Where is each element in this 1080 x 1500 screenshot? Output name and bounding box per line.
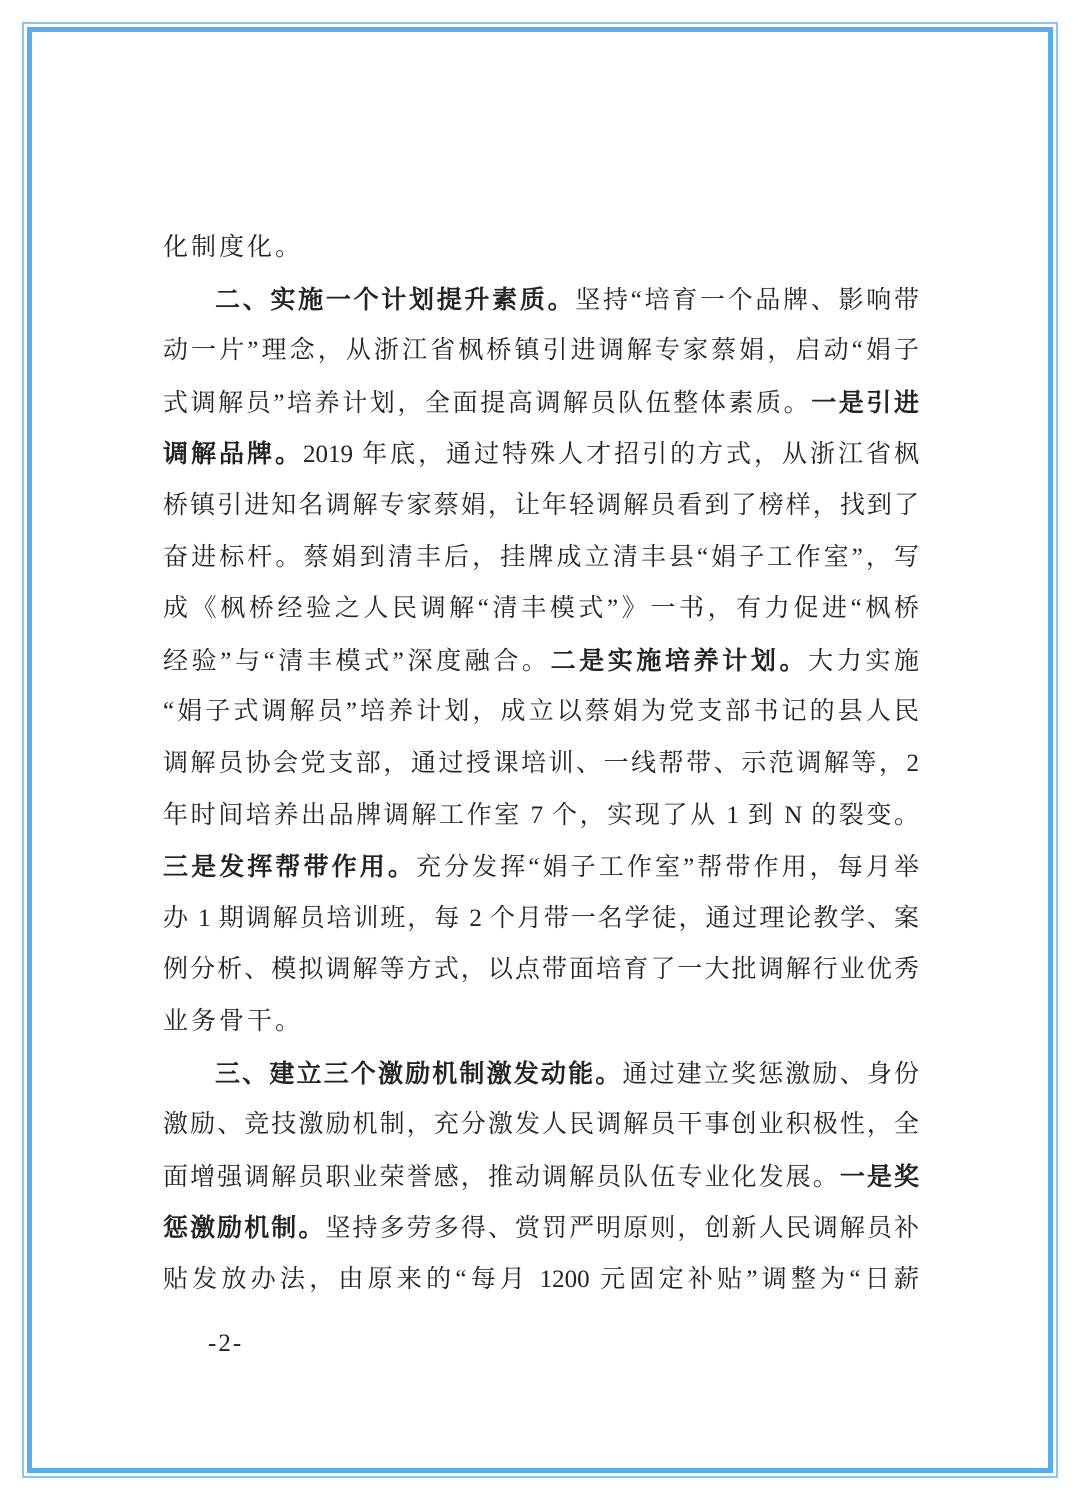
bold-text: 三是发挥帮带作用。 [163, 852, 416, 882]
text-line [163, 944, 919, 996]
text-line [163, 222, 919, 274]
bold-text: 二、实施一个计划提升素质。 [215, 284, 576, 314]
body-text: 大力实施 [808, 647, 919, 675]
body-text: 2019 年底，通过特殊人才招引的方式，从浙江省枫 [302, 441, 919, 469]
paragraph-heading-line [163, 274, 919, 326]
text-line [163, 480, 919, 532]
body-text: 充分发挥“娟子工作室”帮带作用，每月举 [415, 854, 919, 882]
body-text: 年时间培养出品牌调解工作室 7 个，实现了从 1 到 N 的裂变。 [163, 801, 919, 829]
body-text: 动一片”理念，从浙江省枫桥镇引进调解专家蔡娟，启动“娟子 [163, 337, 919, 365]
body-text: 例分析、模拟调解等方式，以点带面培育了一大批调解行业优秀 [163, 956, 919, 984]
bold-text: 一是引进 [811, 387, 919, 417]
body-text: 贴发放办法，由原来的“每月 1200 元固定补贴”调整为“日薪 [163, 1265, 919, 1293]
text-line [163, 738, 919, 790]
body-text: 办 1 期调解员培训班，每 2 个月带一名学徒，通过理论教学、案 [163, 904, 919, 932]
document-body [163, 222, 919, 1305]
body-text: 式调解员”培养计划，全面提高调解员队伍整体素质。 [163, 389, 812, 417]
bold-text: 二是实施培养计划。 [550, 645, 809, 675]
text-line [163, 1151, 919, 1203]
body-text: 面增强调解员职业荣誉感，推动调解员队伍专业化发展。 [163, 1163, 840, 1191]
page-number: -2- [208, 1330, 244, 1357]
text-line [163, 532, 919, 584]
body-text: 奋进标杆。蔡娟到清丰后，挂牌成立清丰县“娟子工作室”，写 [163, 543, 919, 571]
body-text: 通过建立奖惩激励、身份 [622, 1060, 919, 1088]
body-text: 激励、竞技激励机制，充分激发人民调解员干事创业积极性，全 [163, 1111, 919, 1139]
text-line [163, 1202, 919, 1254]
body-text: 成《枫桥经验之人民调解“清丰模式”》一书，有力促进“枫桥 [163, 595, 919, 623]
paragraph-heading-line [163, 1048, 919, 1100]
text-line [163, 893, 919, 945]
body-text: “娟子式调解员”培养计划，成立以蔡娟为党支部书记的县人民 [163, 698, 919, 726]
text-line [163, 1099, 919, 1151]
bold-text: 一是奖 [839, 1161, 919, 1191]
bold-text: 调解品牌。 [163, 439, 303, 469]
text-line [163, 377, 919, 429]
body-text: 桥镇引进知名调解专家蔡娟，让年轻调解员看到了榜样，找到了 [163, 491, 919, 519]
text-line [163, 325, 919, 377]
text-line [163, 583, 919, 635]
text-line [163, 996, 919, 1048]
body-text: 经验”与“清丰模式”深度融合。 [163, 647, 551, 675]
text-line [163, 686, 919, 738]
bold-text: 三、建立三个激励机制激发动能。 [215, 1058, 623, 1088]
text-line [163, 635, 919, 687]
bold-text: 惩激励机制。 [163, 1213, 326, 1243]
body-text: 坚持“培育一个品牌、影响带 [575, 286, 919, 314]
text-line [163, 841, 919, 893]
text-line [163, 1254, 919, 1306]
body-text: 调解员协会党支部，通过授课培训、一线帮带、示范调解等，2 [163, 749, 919, 777]
body-text: 坚持多劳多得、赏罚严明原则，创新人民调解员补 [325, 1215, 919, 1243]
body-text: 化制度化。 [163, 234, 304, 261]
text-line [163, 428, 919, 480]
text-line [163, 790, 919, 842]
body-text: 业务骨干。 [163, 1007, 304, 1035]
